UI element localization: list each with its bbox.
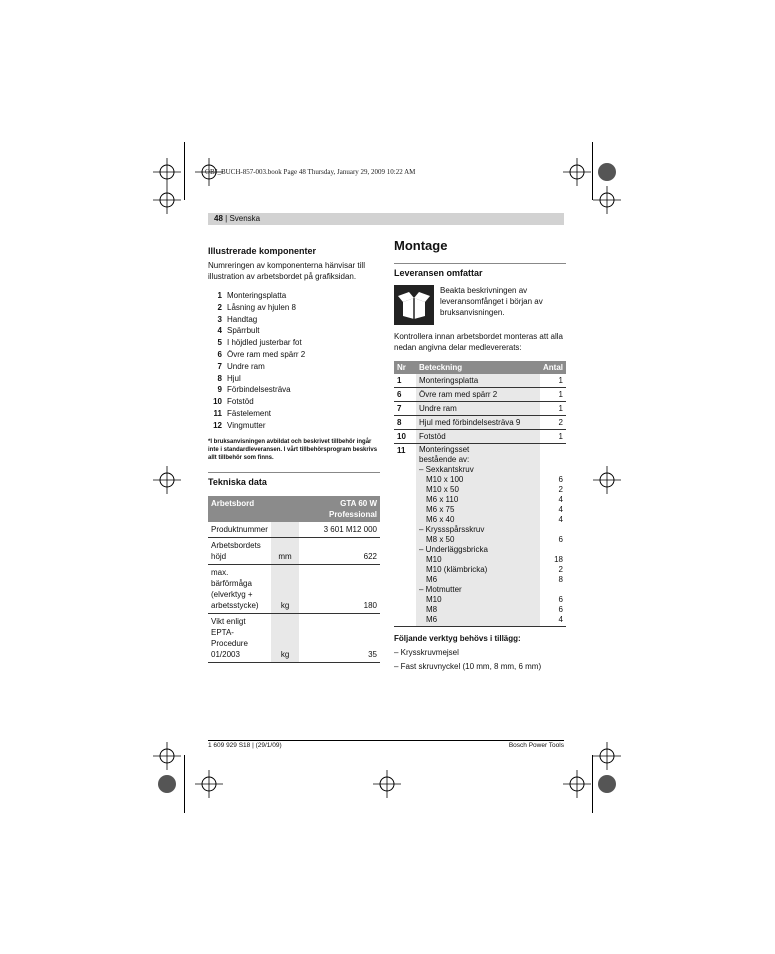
table-row bbox=[208, 613, 380, 662]
registration-mark-icon bbox=[563, 158, 591, 186]
set-line-text: – Underläggsbricka bbox=[419, 545, 488, 554]
set-line-qty: 4 bbox=[558, 615, 563, 624]
set-line-qty: 6 bbox=[558, 475, 563, 484]
registration-mark-icon bbox=[593, 466, 621, 494]
set-line-qty: 4 bbox=[558, 505, 563, 514]
set-line-text: M10 bbox=[426, 555, 442, 564]
parts-qty bbox=[540, 444, 566, 627]
component-number: 6 bbox=[217, 349, 222, 359]
list-item bbox=[208, 396, 380, 408]
set-line-text: M6 x 40 bbox=[426, 515, 455, 524]
list-item bbox=[208, 325, 380, 337]
tech-label: Produktnummer bbox=[208, 522, 271, 538]
list-item bbox=[208, 361, 380, 373]
set-line-text: M10 x 100 bbox=[426, 475, 464, 484]
set-line-text: M8 bbox=[426, 605, 438, 614]
page-header-bar bbox=[208, 213, 564, 225]
list-item bbox=[208, 290, 380, 302]
set-line-qty bbox=[543, 525, 563, 535]
tech-unit: kg bbox=[271, 613, 299, 662]
footer-left: 1 609 929 S18 | (29/1/09) bbox=[208, 742, 282, 749]
registration-mark-icon bbox=[563, 770, 591, 798]
set-line-text: M10 (klämbricka) bbox=[426, 565, 488, 574]
set-line-text: M8 x 50 bbox=[426, 535, 455, 544]
component-number: 1 bbox=[217, 291, 222, 300]
list-item bbox=[208, 373, 380, 385]
parts-name: Monteringsplatta bbox=[416, 374, 540, 388]
component-label: Hjul bbox=[227, 373, 241, 383]
list-item bbox=[208, 302, 380, 314]
registration-mark-icon bbox=[153, 466, 181, 494]
set-line-text: bestående av: bbox=[419, 455, 470, 464]
tech-table bbox=[208, 496, 380, 663]
parts-table bbox=[394, 361, 566, 627]
component-number: 9 bbox=[217, 385, 222, 395]
component-label: Spärrbult bbox=[227, 326, 260, 336]
parts-name: Undre ram bbox=[416, 402, 540, 416]
registration-mark-icon bbox=[195, 770, 223, 798]
parts-table-header bbox=[394, 361, 566, 374]
tech-value: 622 bbox=[299, 537, 380, 564]
set-line-text: – Kryssspårsskruv bbox=[419, 525, 485, 534]
crop-mark bbox=[184, 142, 185, 200]
tech-label: Vikt enligt EPTA-Procedure 01/2003 bbox=[208, 613, 271, 662]
set-line-text: – Sexkantskruv bbox=[419, 465, 474, 474]
parts-header-name: Beteckning bbox=[416, 361, 540, 374]
tech-unit bbox=[271, 522, 299, 538]
set-line-qty: 6 bbox=[558, 535, 563, 544]
components-intro: Numreringen av komponenterna hänvisar till illustration av arbetsbordet på grafiksidan. bbox=[208, 261, 365, 281]
component-label: Handtag bbox=[227, 314, 258, 324]
delivery-box-text: Beakta beskrivningen av leveransomfånget i början av bruksanvisningen. bbox=[440, 286, 543, 317]
tech-unit: kg bbox=[271, 564, 299, 613]
set-line-text: M6 x 110 bbox=[426, 495, 459, 504]
set-line-qty: 18 bbox=[554, 555, 563, 564]
tech-label: max. bärförmåga (elverktyg + arbetsstycke) bbox=[208, 564, 271, 613]
registration-mark-icon bbox=[593, 186, 621, 214]
set-line-qty: 2 bbox=[558, 485, 563, 494]
component-number: 2 bbox=[217, 302, 222, 312]
tech-label: Arbetsbordets höjd bbox=[208, 537, 271, 564]
tech-unit: mm bbox=[271, 537, 299, 564]
parts-qty: 1 bbox=[540, 402, 566, 416]
components-list bbox=[208, 290, 380, 432]
component-number: 10 bbox=[213, 397, 222, 407]
table-row bbox=[208, 537, 380, 564]
component-number: 4 bbox=[217, 326, 222, 336]
component-label: I höjdled justerbar fot bbox=[227, 338, 302, 348]
set-line-text: M10 x 50 bbox=[426, 485, 459, 494]
set-line-qty bbox=[543, 545, 563, 555]
parts-nr: 10 bbox=[394, 430, 416, 444]
component-label: Förbindelsesträva bbox=[227, 385, 291, 395]
color-swatch-icon bbox=[598, 163, 616, 181]
component-label: Övre ram med spärr 2 bbox=[227, 349, 306, 359]
component-number: 8 bbox=[217, 373, 222, 383]
footer-rule bbox=[208, 740, 564, 741]
parts-qty: 2 bbox=[540, 416, 566, 430]
parts-header-qty: Antal bbox=[540, 361, 566, 374]
table-row bbox=[394, 430, 566, 444]
set-line-text: M6 x 75 bbox=[426, 505, 455, 514]
parts-qty: 1 bbox=[540, 374, 566, 388]
set-line-qty: 8 bbox=[558, 575, 563, 584]
component-number: 3 bbox=[217, 314, 222, 324]
set-line-qty bbox=[543, 455, 563, 465]
tech-value: 35 bbox=[299, 613, 380, 662]
list-item: – Fast skruvnyckel (10 mm, 8 mm, 6 mm) bbox=[394, 662, 542, 671]
registration-mark-icon bbox=[153, 186, 181, 214]
parts-qty: 1 bbox=[540, 430, 566, 444]
tech-value: 180 bbox=[299, 564, 380, 613]
set-line-text: Monteringsset bbox=[419, 445, 470, 454]
montage-title: Montage bbox=[394, 238, 448, 253]
file-header: OBJ_BUCH-857-003.book Page 48 Thursday, January 29, 2009 10:22 AM bbox=[205, 168, 416, 176]
registration-mark-icon bbox=[593, 742, 621, 770]
parts-qty: 1 bbox=[540, 388, 566, 402]
parts-nr: 6 bbox=[394, 388, 416, 402]
open-box-icon bbox=[394, 285, 434, 325]
set-line-qty: 6 bbox=[558, 595, 563, 604]
parts-name bbox=[416, 444, 540, 627]
list-item bbox=[208, 314, 380, 326]
set-line-text: M6 bbox=[426, 615, 438, 624]
table-row bbox=[208, 564, 380, 613]
component-number: 11 bbox=[213, 408, 222, 418]
components-note: *I bruksanvisningen avbildat och beskrivet tillbehör ingår inte i standardleveransen. I vårt tillbehörsprogram beskrivs allt tillbehör som finns. bbox=[208, 438, 378, 461]
table-row bbox=[394, 416, 566, 430]
page-number: 48 bbox=[214, 214, 223, 223]
component-label: Fotstöd bbox=[227, 397, 254, 407]
set-line-qty bbox=[543, 465, 563, 475]
list-item bbox=[208, 337, 380, 349]
list-item bbox=[208, 408, 380, 420]
table-row bbox=[394, 402, 566, 416]
list-item bbox=[208, 420, 380, 432]
parts-name: Övre ram med spärr 2 bbox=[416, 388, 540, 402]
tech-header-model: GTA 60 W Professional bbox=[299, 496, 380, 522]
set-line-text: M6 bbox=[426, 575, 438, 584]
parts-name: Hjul med förbindelsesträva 9 bbox=[416, 416, 540, 430]
delivery-check-text: Kontrollera innan arbetsbordet monteras att alla nedan angivna delar medlevererats: bbox=[394, 332, 563, 352]
component-number: 7 bbox=[217, 361, 222, 371]
tech-value: 3 601 M12 000 bbox=[299, 522, 380, 538]
divider bbox=[394, 263, 566, 264]
parts-nr: 7 bbox=[394, 402, 416, 416]
table-row bbox=[208, 522, 380, 538]
component-label: Låsning av hjulen 8 bbox=[227, 302, 296, 312]
components-title: Illustrerade komponenter bbox=[208, 246, 317, 256]
component-label: Fästelement bbox=[227, 408, 272, 418]
crop-mark bbox=[184, 755, 185, 813]
table-row bbox=[394, 374, 566, 388]
component-label: Undre ram bbox=[227, 361, 265, 371]
parts-header-nr: Nr bbox=[394, 361, 416, 374]
color-swatch-icon bbox=[598, 775, 616, 793]
page-separator: | bbox=[222, 214, 230, 223]
parts-nr: 8 bbox=[394, 416, 416, 430]
set-line-text: M10 bbox=[426, 595, 442, 604]
list-item: – Krysskruvmejsel bbox=[394, 648, 459, 657]
color-swatch-icon bbox=[158, 775, 176, 793]
parts-nr: 1 bbox=[394, 374, 416, 388]
set-line-qty: 6 bbox=[558, 605, 563, 614]
tech-table-header bbox=[208, 496, 380, 522]
parts-nr: 11 bbox=[394, 444, 416, 627]
tools-list bbox=[394, 647, 566, 672]
tech-title: Tekniska data bbox=[208, 476, 267, 487]
set-line-qty: 4 bbox=[558, 515, 563, 524]
delivery-title: Leveransen omfattar bbox=[394, 268, 483, 278]
registration-mark-icon bbox=[373, 770, 401, 798]
set-line-qty: 4 bbox=[558, 495, 563, 504]
registration-mark-icon bbox=[153, 158, 181, 186]
list-item bbox=[208, 384, 380, 396]
divider bbox=[208, 472, 380, 473]
component-label: Monteringsplatta bbox=[227, 291, 287, 300]
right-column bbox=[394, 240, 566, 672]
component-label: Vingmutter bbox=[227, 420, 266, 430]
left-column bbox=[208, 246, 380, 663]
set-line-qty bbox=[543, 585, 563, 595]
delivery-box bbox=[394, 285, 566, 325]
page-language: Svenska bbox=[229, 214, 261, 223]
component-number: 5 bbox=[217, 338, 222, 348]
set-line-text: – Motmutter bbox=[419, 585, 462, 594]
registration-mark-icon bbox=[153, 742, 181, 770]
table-row bbox=[394, 444, 566, 627]
tech-header-label: Arbetsbord bbox=[208, 496, 299, 522]
table-row bbox=[394, 388, 566, 402]
set-line-qty: 2 bbox=[558, 565, 563, 574]
component-number: 12 bbox=[213, 420, 222, 430]
tools-title: Följande verktyg behövs i tillägg: bbox=[394, 634, 521, 643]
set-line-qty bbox=[543, 445, 563, 455]
footer-right: Bosch Power Tools bbox=[508, 742, 564, 749]
parts-name: Fotstöd bbox=[416, 430, 540, 444]
list-item bbox=[208, 349, 380, 361]
